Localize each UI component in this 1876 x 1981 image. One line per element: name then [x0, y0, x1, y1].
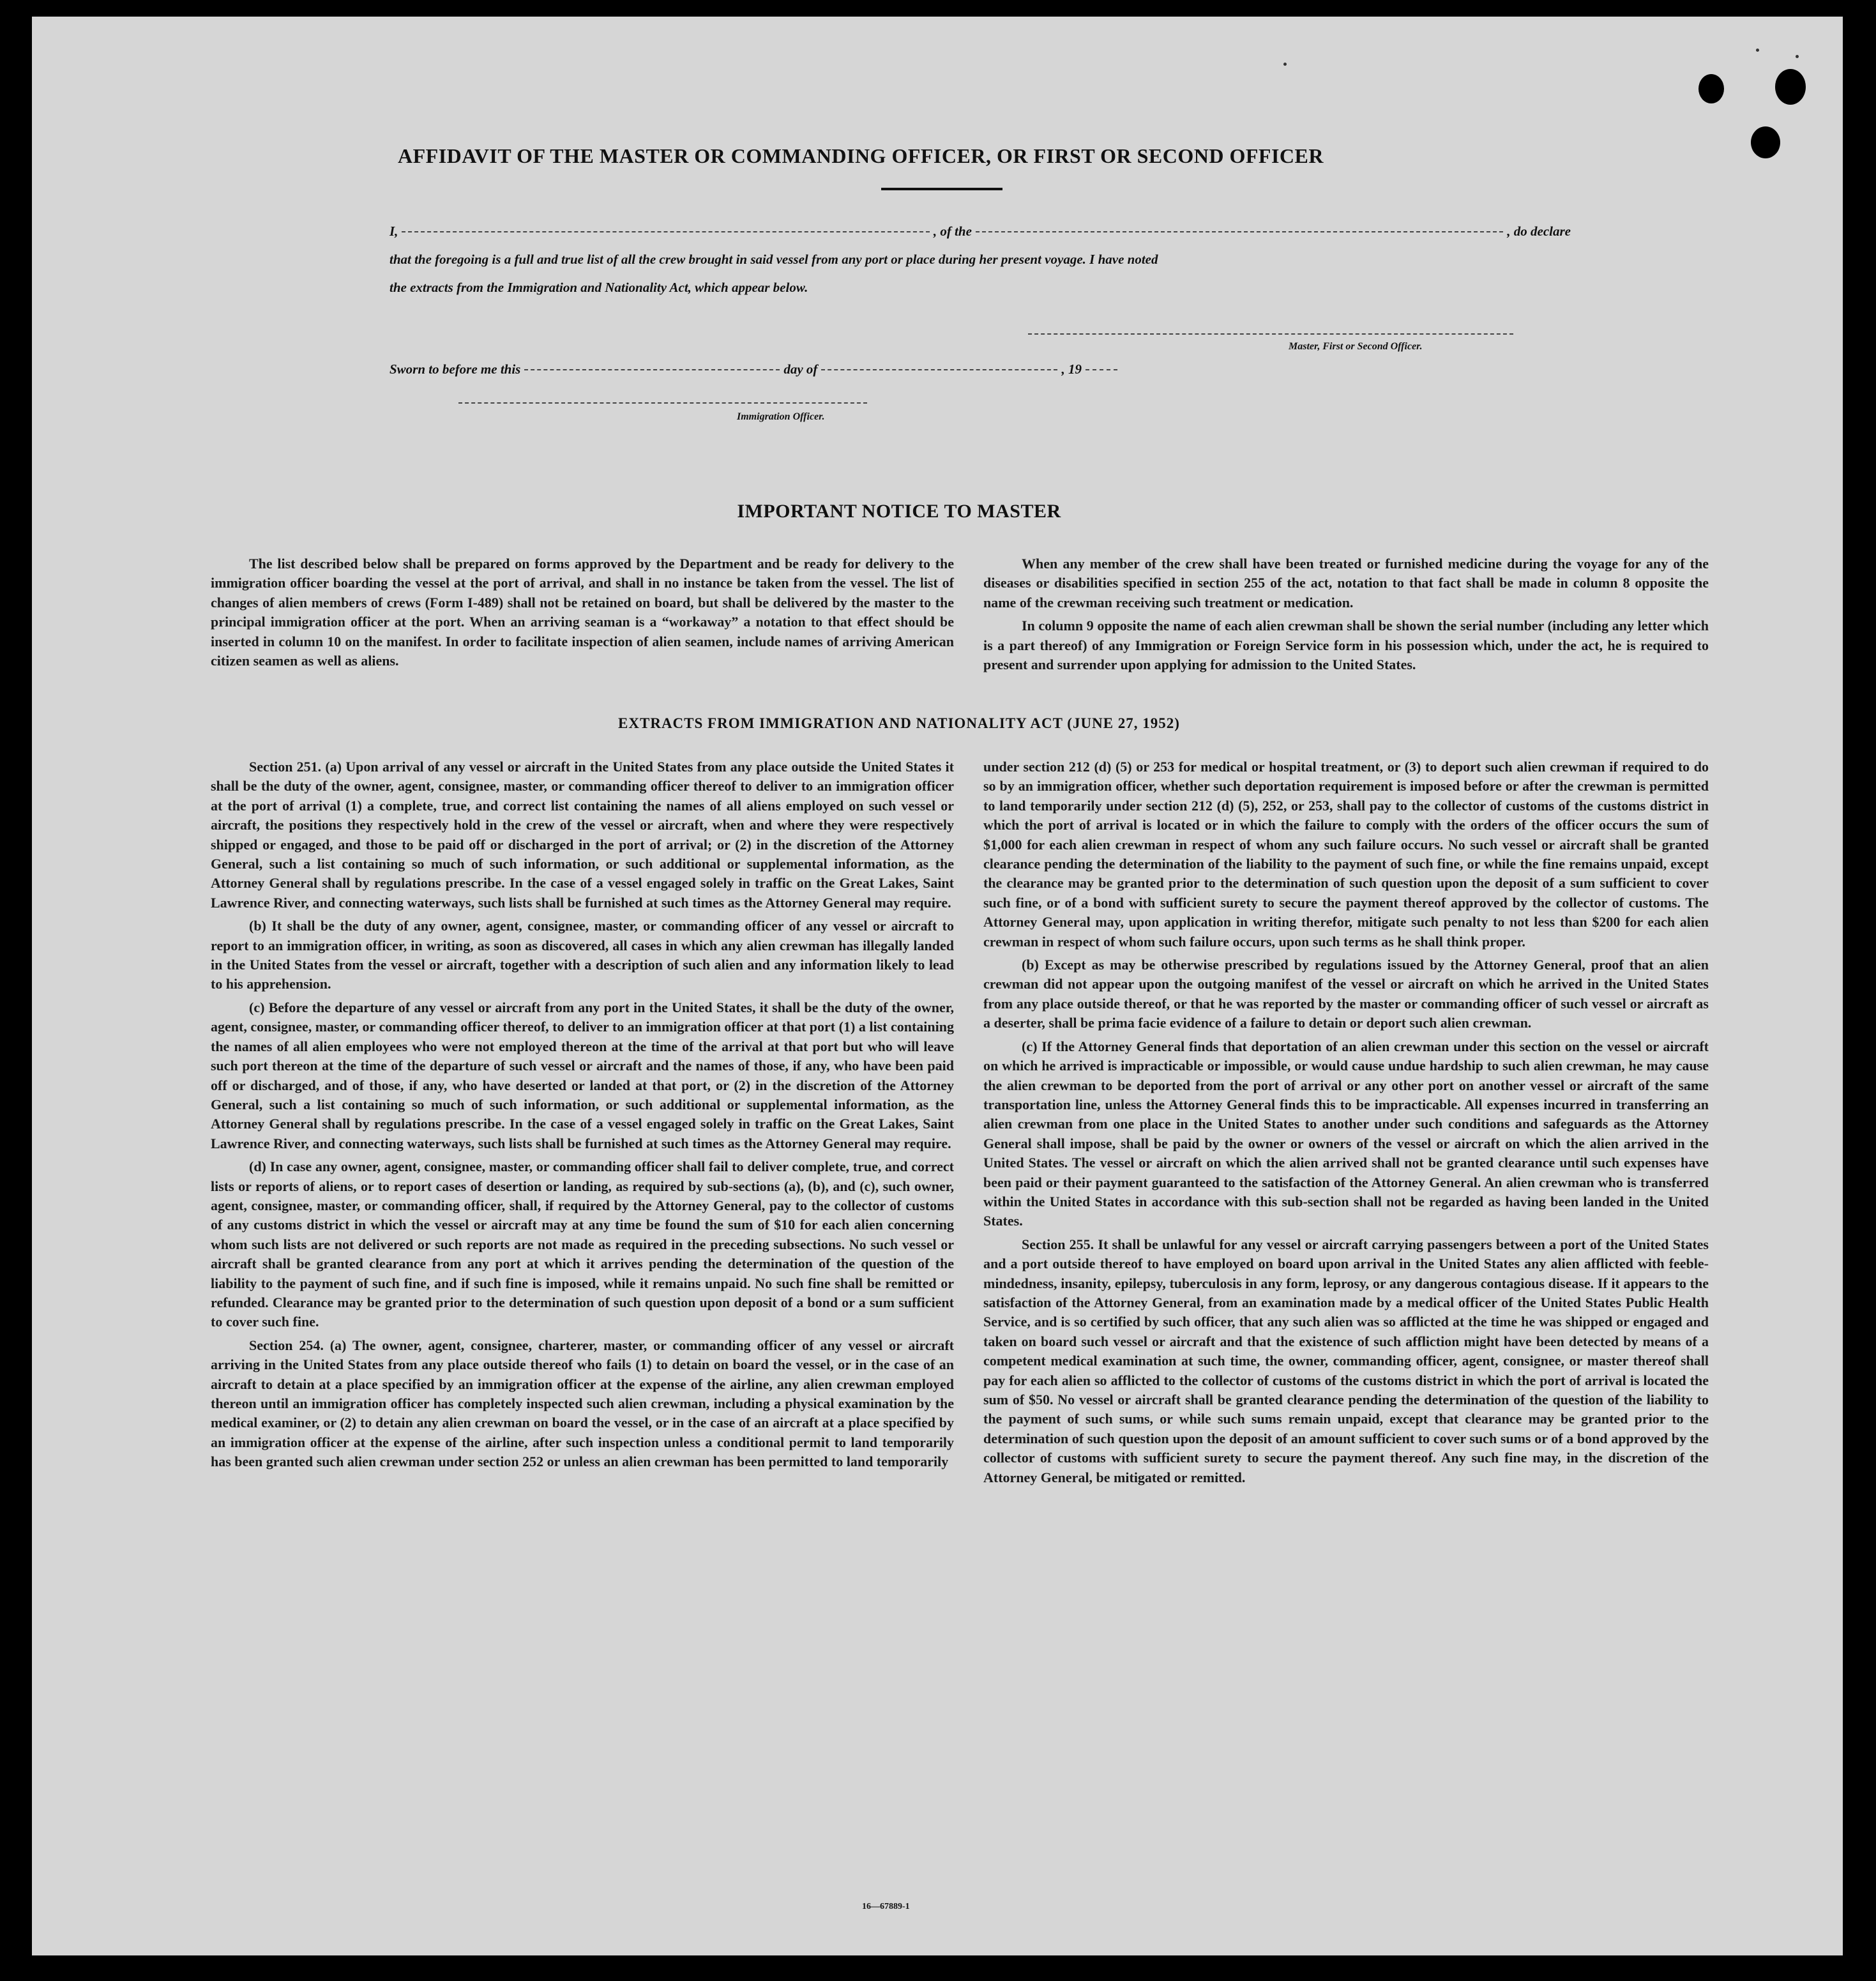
extract-paragraph: Section 254. (a) The owner, agent, consignee, charterer, master, or commanding officer of any vessel or aircraft arriving in the United States from any place outside thereof who fails (1) to detain on board the vessel, or in the case of an aircraft to detain at a place specified by an immigration officer at the expense of the airline, any alien crewman employed thereon until an immigration officer has completely inspected such alien crewman, including a physical examination by the medical examiner, or (2) to detain any alien crewman on board the vessel, or in the case of an aircraft at a place specified by an immigration officer at the expense of the airline, after such inspection unless a conditional permit to land temporarily has been granted such alien crewman under section 252 or unless an alien crewman has been permitted to land temporarily — [211, 1337, 954, 1470]
master-signature-label: Master, First or Second Officer. — [1289, 341, 1423, 352]
punch-hole — [1698, 74, 1724, 103]
extract-paragraph: Section 251. (a) Upon arrival of any vessel or aircraft in the United States from any place outside the United States it shall be the duty of the owner, agent, consignee, master, or commanding officer thereof to deliver to an immigration officer at the port of arrival (1) a complete, true, and correct list containing the names of all aliens employed on such vessel or aircraft, the positions they respectively hold in the crew of the vessel or aircraft, when and where they were respectively shipped or engaged, and those to be paid off or discharged in the port of arrival; or (2) in the discretion of the Attorney General, such a list containing so much of such information, or such additional or supplemental information, as the Attorney General shall by regulations prescribe. In the case of a vessel engaged solely in traffic on the Great Lakes, Saint Lawrence River, and connecting waterways, such lists shall be furnished at such times as the Attorney General may require. — [211, 759, 954, 911]
speck — [1756, 49, 1759, 52]
sworn-month-field[interactable] — [821, 369, 1057, 370]
officer-signature-label: Immigration Officer. — [737, 411, 825, 422]
extract-paragraph: (c) Before the departure of any vessel or aircraft from any port in the United States, it shall be the duty of the owner, agent, consignee, master, or commanding officer thereof, to deliver to an immigration officer at that port (1) a list containing the names of all alien employees who were not employed thereon at the time of the arrival at that port but who will leave such port thereon at the time of the departure of such vessel or aircraft and the names of those, if any, who have been paid off or discharged, and of those, if any, who have deserted or landed at that port, or (2) in the discretion of the Attorney General, such a list containing so much of such information, or such additional or supplemental information, as the Attorney General shall by regulations prescribe. In the case of a vessel engaged solely in traffic on the Great Lakes, Saint Lawrence River, and connecting waterways, such lists shall be furnished at such times as the Attorney General may require. — [211, 999, 954, 1151]
document-sheet — [32, 17, 1843, 1955]
sworn-line — [390, 355, 1220, 383]
declaration-i: I, — [390, 224, 398, 239]
extract-paragraph: (d) In case any owner, agent, consignee, master, or commanding officer shall fail to deliver complete, true, and correct lists or reports of aliens, or to report cases of desertion or landing, as required by sub-sections (a), (b), and (c), such owner, agent, consignee, master, or commanding officer, shall, if required by the Attorney General, pay to the collector of customs of any customs district in which the vessel or aircraft may at any time be found the sum of $10 for each alien concerning whom such lists are not delivered or such reports are not made as required in the preceding subsections. No such vessel or aircraft shall be granted clearance from any port at which it arrives pending the determination of the question of the liability to the payment of such fine, and if such fine is imposed, while it remains unpaid. No such fine shall be remitted or refunded. Clearance may be granted prior to the determination of such question upon deposit of a bond or a sum sufficient to cover such fine. — [211, 1158, 954, 1330]
declaration-declare: , do declare — [1507, 224, 1571, 239]
master-signature-line[interactable] — [1028, 333, 1513, 335]
extract-paragraph: (c) If the Attorney General finds that deportation of an alien crewman under this section on the vessel or aircraft on which he arrived is impracticable or impossible, or would cause undue hardship to such alien crewman, he may cause the alien crewman to be deported from the port of arrival or any other port on another vessel or aircraft of the same transportation line, unless the Attorney General finds this to be impracticable. All expenses incurred in transferring an alien crewman from one place in the United States to another under such conditions and safeguards as the Attorney General shall impose, shall be paid by the owner or owners of the vessel or aircraft on which the alien arrived in the United States. The vessel or aircraft on which the alien arrived shall not be granted clearance until such expenses have been paid or their payment guaranteed to the satisfaction of the Attorney General. An alien crewman who is transferred within the United States in accordance with this sub-section shall not be regarded as having been landed in the United States. — [983, 1038, 1709, 1229]
notice-paragraph: In column 9 opposite the name of each alien crewman shall be shown the serial number (including any letter which is a part thereof) of any Immigration or Foreign Service form in his possession which, under the act, he is required to present and surrender upon applying for admission to the United States. — [983, 618, 1709, 673]
extract-paragraph: Section 255. It shall be unlawful for any vessel or aircraft carrying passengers between a port of the United States and a port outside thereof to have employed on board upon arrival in the United States any alien afflicted with feeble-mindedness, insanity, epilepsy, tuberculosis in any form, leprosy, or any dangerous contagious disease. If it appears to the satisfaction of the Attorney General, from an examination made by a medical officer of the United States Public Health Service, and is so certified by such officer, that any such alien was so afflicted at the time he was shipped or engaged and taken on board such vessel or aircraft and that the existence of such affliction might have been detected by means of a competent medical examination at such time, the owner, commanding officer, agent, consignee, or master thereof shall pay for each alien so afflicted to the collector of customs of the customs district in which the port of arrival is located the sum of $50. No vessel or aircraft shall be granted clearance pending the determination of the question of the liability to the payment of such sums, or while such sums remain unpaid, except that clearance may be granted prior to the determination of such question upon the deposit of an amount sufficient to cover such sums or of a bond approved by the collector of customs with sufficient surety to secure the payment thereof. Any such fine may, in the discretion of the Attorney General, be mitigated or remitted. — [983, 1236, 1709, 1485]
extract-paragraph: under section 212 (d) (5) or 253 for medical or hospital treatment, or (3) to deport such alien crewman if required to do so by an immigration officer, whether such deportation requirement is imposed before or after the crewman is permitted to land temporarily under section 212 (d) (5), 252, or 253, shall pay to the collector of customs of the customs district in which the port of arrival is located or in which the failure to comply with the orders of the officer occurs the sum of $1,000 for each alien crewman in respect of whom any such failure occurs. No such vessel or aircraft shall be granted clearance pending the determination of the liability to the payment of such fine, or while the fine remains unpaid, except the clearance may be granted prior to the determination of such question upon the deposit of a sum sufficient to cover such fine, or of a bond with sufficient surety to secure the payment thereof approved by the collector of customs. The Attorney General may, upon application in writing therefor, mitigate such penalty to not less than $200 for each alien crewman in respect of whom such failure occurs, upon such terms as he shall think proper. — [983, 759, 1709, 950]
speck — [1283, 63, 1287, 66]
year-label: , 19 — [1061, 361, 1082, 377]
vessel-field[interactable] — [976, 231, 1503, 232]
declaration-of-the: , of the — [933, 224, 972, 239]
notice-title: IMPORTANT NOTICE TO MASTER — [737, 501, 1061, 522]
form-code: 16—67889-1 — [862, 1902, 910, 1911]
sworn-label: Sworn to before me this — [390, 361, 521, 377]
sworn-year-field[interactable] — [1086, 369, 1117, 370]
notice-paragraph: The list described below shall be prepared on forms approved by the Department and be ready for delivery to the immigration officer boarding the vessel at the port of arrival, and shall in no instance be taken from the vessel. The list of changes of alien members of crews (Form I-489) shall not be retained on board, but shall be delivered by the master to the principal immigration officer at the port. When an arriving seaman is a “workaway” a notation to that effect should be inserted in column 10 on the manifest. In order to facilitate inspection of alien seamen, include names of arriving American citizen seamen as well as aliens. — [211, 556, 954, 669]
day-of-label: day of — [783, 361, 818, 377]
title-rule — [881, 188, 1002, 190]
declaration-line-3: the extracts from the Immigration and Nationality Act, which appear below. — [390, 280, 808, 295]
officer-signature-line[interactable] — [458, 402, 867, 404]
extracts-right-column — [983, 757, 1709, 1487]
extracts-title: EXTRACTS FROM IMMIGRATION AND NATIONALITY ACT (JUNE 27, 1952) — [618, 715, 1180, 731]
punch-hole — [1775, 69, 1806, 105]
affidavit-title: AFFIDAVIT OF THE MASTER OR COMMANDING OFFICER, OR FIRST OR SECOND OFFICER — [398, 144, 1324, 167]
declaration-line-2: that the foregoing is a full and true list of all the crew brought in said vessel from any port or place during her present voyage. I have noted — [390, 252, 1158, 267]
notice-left-column — [211, 554, 954, 671]
extracts-left-column — [211, 757, 954, 1472]
name-field[interactable] — [402, 231, 929, 232]
speck — [1796, 55, 1799, 58]
sworn-day-field[interactable] — [524, 369, 780, 370]
declaration-line-1 — [390, 217, 1571, 245]
extract-paragraph: (b) Except as may be otherwise prescribed by regulations issued by the Attorney General, proof that an alien crewman did not appear upon the outgoing manifest of the vessel or aircraft on which he arrived in the United States from any place outside thereof, or that he was reported by the master or commanding officer of such vessel or aircraft as a deserter, shall be prima facie evidence of a failure to detain or deport such alien crewman. — [983, 957, 1709, 1031]
extract-paragraph: (b) It shall be the duty of any owner, agent, consignee, master, or commanding officer of any vessel or aircraft to report to an immigration officer, in writing, as soon as discovered, all cases in which any alien crewman has illegally landed in the United States from the vessel or aircraft, together with a description of such alien and any information likely to lead to his apprehension. — [211, 918, 954, 992]
notice-right-column — [983, 554, 1709, 674]
notice-paragraph: When any member of the crew shall have been treated or furnished medicine during the voyage for any of the diseases or disabilities specified in section 255 of the act, notation to that fact shall be made in column 8 opposite the name of the crewman receiving such treatment or medication. — [983, 556, 1709, 611]
